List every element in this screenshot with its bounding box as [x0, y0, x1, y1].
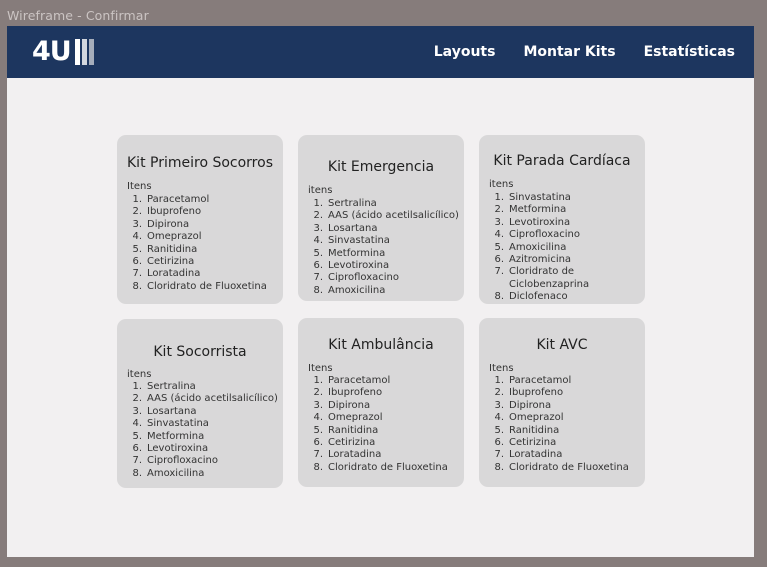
- kit-item-name: Cloridrato de Fluoxetina: [147, 280, 267, 292]
- kit-item-name: Cloridrato de Fluoxetina: [509, 461, 629, 473]
- kit-title: Kit AVC: [536, 337, 588, 353]
- nav-layouts[interactable]: Layouts: [433, 44, 496, 60]
- kit-item: [308, 449, 448, 461]
- kit-item-number: 2.: [132, 393, 142, 405]
- kit-item: [127, 268, 267, 280]
- kit-item-name: Paracetamol: [328, 375, 391, 386]
- kit-item: [489, 204, 629, 216]
- kit-title: Kit Primeiro Socorros: [127, 155, 273, 171]
- kit-item-number: 8.: [313, 284, 323, 296]
- kit-item: [489, 229, 629, 241]
- kit-item-name: Levotiroxina: [328, 260, 390, 272]
- kit-item: [489, 254, 629, 266]
- kit-item-number: 3.: [132, 405, 142, 417]
- kit-item: [308, 260, 459, 272]
- kit-items-label: itens: [127, 369, 152, 380]
- kit-title: Kit Ambulância: [328, 337, 434, 353]
- kit-item: [308, 387, 448, 399]
- kit-item-number: 7.: [132, 268, 142, 280]
- kit-item-name: AAS (ácido acetilsalicílico): [147, 393, 278, 405]
- kit-items-list: [489, 375, 629, 474]
- kit-item-number: 1.: [494, 375, 504, 386]
- kit-item-name: Sinvastatina: [509, 192, 571, 203]
- kit-item-number: 3.: [132, 218, 142, 230]
- kit-item-name: Ciprofloxacino: [509, 229, 581, 241]
- logo-bar: [82, 39, 87, 65]
- kit-item-number: 7.: [494, 449, 504, 461]
- nav-montar-kits[interactable]: Montar Kits: [523, 44, 616, 60]
- kit-item-name: Dipirona: [328, 399, 371, 411]
- kit-item-number: 1.: [313, 198, 323, 209]
- kit-card-primeiro-socorros[interactable]: [117, 135, 283, 304]
- kit-item-name: Ranitidina: [509, 424, 560, 436]
- kit-item-name: Cetirizina: [147, 256, 195, 268]
- kit-item-name: Loratadina: [147, 268, 201, 280]
- kit-items-label: Itens: [308, 363, 333, 374]
- kit-item: [489, 291, 629, 303]
- kit-item: [308, 223, 459, 235]
- kit-item-number: 4.: [132, 418, 142, 430]
- kit-item-name: Sinvastatina: [147, 418, 209, 430]
- kit-item-name: Sertralina: [147, 381, 196, 392]
- kit-item-name: Losartana: [328, 222, 378, 234]
- kit-item-name: Levotiroxina: [147, 443, 209, 455]
- kit-item-name: Dipirona: [147, 218, 190, 230]
- window-title: Wireframe - Confirmar: [7, 8, 149, 23]
- kit-items-list: [308, 375, 448, 474]
- kit-item-name: Loratadina: [509, 449, 563, 461]
- kit-item-number: 4.: [132, 231, 142, 243]
- kit-item: [308, 400, 448, 412]
- kit-item-name: Loratadina: [328, 449, 382, 461]
- kit-item-name: Cetirizina: [328, 437, 376, 449]
- kit-item-number: 6.: [132, 443, 142, 455]
- kit-item-number: 5.: [313, 247, 323, 259]
- main-nav: [406, 26, 735, 78]
- kit-items-label: itens: [489, 179, 514, 190]
- kit-item: [127, 418, 278, 430]
- kit-item-number: 7.: [494, 266, 504, 278]
- kit-item: [308, 272, 459, 284]
- kit-items-list: [489, 192, 629, 304]
- kit-item-number: 4.: [494, 412, 504, 424]
- kit-item: [489, 266, 629, 291]
- kit-item-number: 1.: [494, 192, 504, 203]
- kit-item-number: 4.: [494, 229, 504, 241]
- kit-item: [127, 455, 278, 467]
- kit-item-number: 7.: [313, 272, 323, 284]
- kit-card-emergencia[interactable]: [298, 135, 464, 301]
- kit-item-number: 2.: [494, 204, 504, 216]
- wireframe-page: [7, 26, 754, 557]
- kit-item: [308, 375, 448, 387]
- kit-item: [127, 256, 267, 268]
- logo[interactable]: [32, 38, 96, 66]
- kit-item-number: 6.: [494, 254, 504, 266]
- logo-text: 4U: [32, 36, 71, 67]
- kit-item-number: 5.: [313, 424, 323, 436]
- kit-item-name: Diclofenaco: [509, 291, 568, 303]
- kit-card-ambulancia[interactable]: [298, 318, 464, 487]
- kit-item-number: 8.: [132, 280, 142, 292]
- kit-items-label: Itens: [489, 363, 514, 374]
- kit-item: [308, 425, 448, 437]
- kit-item: [127, 443, 278, 455]
- kit-item: [489, 462, 629, 474]
- kit-item-number: 1.: [132, 194, 142, 205]
- kit-item: [127, 244, 267, 256]
- kit-item-number: 6.: [313, 437, 323, 449]
- kit-item-number: 3.: [313, 399, 323, 411]
- logo-bar: [75, 39, 80, 65]
- kit-item: [489, 242, 629, 254]
- kit-item-name: Omeprazol: [328, 412, 383, 424]
- kit-item-number: 3.: [494, 399, 504, 411]
- kit-item: [308, 235, 459, 247]
- kit-item-number: 8.: [313, 461, 323, 473]
- top-navbar: [7, 26, 754, 78]
- kit-item: [489, 449, 629, 461]
- kit-item: [489, 387, 629, 399]
- kit-items-label: itens: [308, 185, 333, 196]
- kit-item-number: 8.: [132, 467, 142, 479]
- kit-item-number: 5.: [494, 241, 504, 253]
- kit-title: Kit Socorrista: [153, 344, 247, 360]
- kit-item-name: Omeprazol: [147, 231, 202, 243]
- kit-item-name: Sinvastatina: [328, 235, 390, 247]
- kit-item-number: 3.: [494, 216, 504, 228]
- kit-item: [489, 217, 629, 229]
- kit-item: [127, 206, 267, 218]
- kit-item-number: 7.: [313, 449, 323, 461]
- kit-item-name: Cloridrato de Fluoxetina: [328, 461, 448, 473]
- kit-item-name: Sertralina: [328, 198, 377, 209]
- kit-item-name: Dipirona: [509, 399, 552, 411]
- kit-item: [127, 468, 278, 480]
- kit-item: [127, 431, 278, 443]
- kit-item-name: Metformina: [328, 247, 386, 259]
- kit-item-number: 4.: [313, 412, 323, 424]
- kit-item-name: Paracetamol: [509, 375, 572, 386]
- kit-item: [308, 285, 459, 297]
- kit-item-name: Ibuprofeno: [147, 206, 202, 218]
- kit-item-name: Cetirizina: [509, 437, 557, 449]
- kit-item-number: 6.: [132, 256, 142, 268]
- kit-item-number: 2.: [132, 206, 142, 218]
- kit-item-name: Ciprofloxacino: [328, 272, 400, 284]
- kit-item: [489, 425, 629, 437]
- kit-item-name: Ibuprofeno: [509, 387, 564, 399]
- kit-item-name: AAS (ácido acetilsalicílico): [328, 210, 459, 222]
- kit-item-name: Amoxicilina: [328, 284, 386, 296]
- kit-item: [308, 248, 459, 260]
- kit-item-name: Ranitidina: [328, 424, 379, 436]
- kit-item: [127, 381, 278, 393]
- kit-item: [127, 194, 267, 206]
- kit-item: [308, 462, 448, 474]
- kit-item-number: 5.: [494, 424, 504, 436]
- kit-item: [489, 192, 629, 204]
- kit-items-list: [127, 194, 267, 293]
- kit-item-number: 8.: [494, 291, 504, 303]
- kit-item-number: 6.: [494, 437, 504, 449]
- kit-item: [127, 231, 267, 243]
- kit-item: [127, 219, 267, 231]
- kit-card-parada-cardiaca[interactable]: [479, 135, 645, 304]
- kit-title: Kit Parada Cardíaca: [493, 153, 631, 169]
- logo-bars-icon: [75, 39, 96, 65]
- kit-item-number: 2.: [313, 387, 323, 399]
- kit-item: [127, 406, 278, 418]
- kit-item: [308, 412, 448, 424]
- kit-item-number: 1.: [132, 381, 142, 392]
- kit-item-number: 5.: [132, 430, 142, 442]
- kit-item: [127, 393, 278, 405]
- kit-items-label: Itens: [127, 181, 152, 192]
- kit-item-name: Metformina: [147, 430, 205, 442]
- kit-item-name: Ibuprofeno: [328, 387, 383, 399]
- kit-item-name: Amoxicilina: [147, 467, 205, 479]
- kit-item: [489, 437, 629, 449]
- kit-item-number: 8.: [494, 461, 504, 473]
- kit-item-number: 3.: [313, 222, 323, 234]
- kit-item-name: Paracetamol: [147, 194, 210, 205]
- kit-item: [127, 281, 267, 293]
- kit-item-name: Cloridrato de Ciclobenzaprina: [509, 266, 590, 290]
- kit-title: Kit Emergencia: [327, 159, 435, 175]
- kit-item-number: 1.: [313, 375, 323, 386]
- kit-item-name: Azitromicina: [509, 254, 572, 266]
- kit-item-name: Ciprofloxacino: [147, 455, 219, 467]
- kit-item-name: Metformina: [509, 204, 567, 216]
- kit-item: [308, 210, 459, 222]
- kit-card-socorrista[interactable]: [117, 319, 283, 488]
- kit-items-list: [308, 198, 459, 297]
- nav-estatisticas[interactable]: Estatísticas: [643, 44, 735, 60]
- kit-item-number: 2.: [494, 387, 504, 399]
- kit-item: [308, 198, 459, 210]
- kit-item: [308, 437, 448, 449]
- kit-item-name: Ranitidina: [147, 243, 198, 255]
- kit-item-name: Levotiroxina: [509, 216, 571, 228]
- kit-item-name: Losartana: [147, 405, 197, 417]
- kit-card-avc[interactable]: [479, 318, 645, 487]
- kit-item: [489, 375, 629, 387]
- kit-item: [489, 412, 629, 424]
- kit-item-name: Omeprazol: [509, 412, 564, 424]
- kit-item-number: 6.: [313, 260, 323, 272]
- kit-item: [489, 400, 629, 412]
- kit-item-number: 2.: [313, 210, 323, 222]
- logo-bar: [89, 39, 94, 65]
- kit-item-number: 4.: [313, 235, 323, 247]
- kit-item-name: Amoxicilina: [509, 241, 567, 253]
- kit-item-number: 5.: [132, 243, 142, 255]
- kit-items-list: [127, 381, 278, 480]
- kit-item-number: 7.: [132, 455, 142, 467]
